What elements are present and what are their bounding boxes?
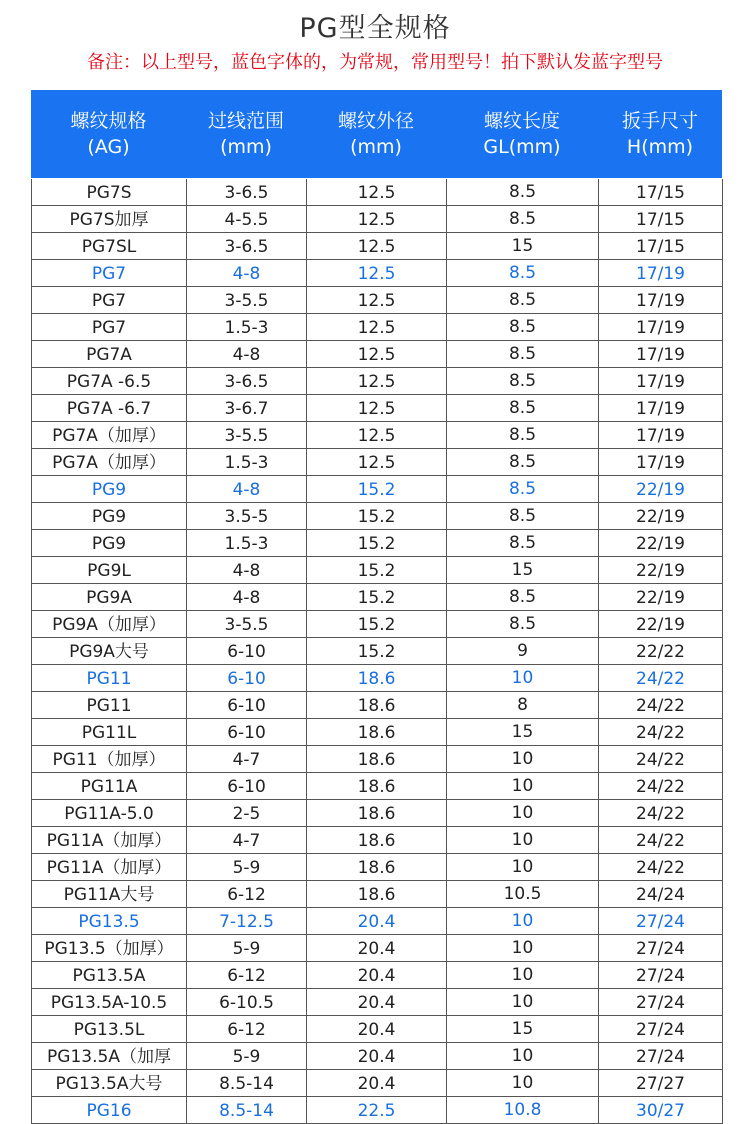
cell-range: 4-7 xyxy=(187,746,307,772)
table-row xyxy=(32,233,723,260)
cell-spec: PG13.5A大号 xyxy=(32,1070,187,1096)
cell-spec: PG9A大号 xyxy=(32,638,187,664)
cell-length: 15 xyxy=(447,557,599,583)
cell-range: 3-6.5 xyxy=(187,233,307,259)
cell-length: 8.5 xyxy=(447,260,599,286)
cell-outer: 18.6 xyxy=(307,827,447,853)
cell-spec: PG7 xyxy=(32,314,187,340)
cell-length: 8.5 xyxy=(447,287,599,313)
cell-wrench: 27/24 xyxy=(599,1043,723,1069)
cell-spec: PG11 xyxy=(32,692,187,718)
cell-length: 10.5 xyxy=(447,881,599,907)
cell-outer: 12.5 xyxy=(307,449,447,475)
cell-length: 10 xyxy=(447,854,599,880)
cell-outer: 15.2 xyxy=(307,530,447,556)
cell-range: 1.5-3 xyxy=(187,314,307,340)
table-row xyxy=(32,962,723,989)
cell-range: 4-7 xyxy=(187,827,307,853)
cell-spec: PG9 xyxy=(32,476,187,502)
header-wrench-label: 扳手尺寸 xyxy=(621,110,698,132)
table-row xyxy=(32,449,723,476)
cell-spec: PG11A-5.0 xyxy=(32,800,187,826)
table-row xyxy=(32,395,723,422)
table-row xyxy=(32,881,723,908)
table-row xyxy=(32,719,723,746)
table-row xyxy=(32,179,723,206)
cell-range: 3.5-5 xyxy=(187,503,307,529)
cell-length: 8.5 xyxy=(447,503,599,529)
cell-outer: 22.5 xyxy=(307,1097,447,1123)
cell-range: 3-6.7 xyxy=(187,395,307,421)
cell-range: 5-9 xyxy=(187,854,307,880)
cell-length: 15 xyxy=(447,1016,599,1042)
cell-length: 8.5 xyxy=(447,395,599,421)
cell-outer: 12.5 xyxy=(307,314,447,340)
cell-range: 4-8 xyxy=(187,476,307,502)
cell-wrench: 27/24 xyxy=(599,935,723,961)
page-title: PG型全规格 xyxy=(299,13,451,44)
cell-outer: 20.4 xyxy=(307,935,447,961)
cell-range: 3-6.5 xyxy=(187,179,307,205)
cell-wrench: 17/19 xyxy=(599,287,723,313)
cell-spec: PG11A大号 xyxy=(32,881,187,907)
table-row xyxy=(32,557,723,584)
cell-range: 4-8 xyxy=(187,260,307,286)
cell-outer: 20.4 xyxy=(307,1016,447,1042)
cell-spec: PG13.5A xyxy=(32,962,187,988)
cell-spec: PG7A -6.5 xyxy=(32,368,187,394)
cell-length: 10 xyxy=(447,827,599,853)
cell-spec: PG7S加厚 xyxy=(32,206,187,232)
cell-outer: 18.6 xyxy=(307,773,447,799)
cell-spec: PG9A（加厚） xyxy=(32,611,187,637)
cell-length: 9 xyxy=(447,638,599,664)
header-spec-unit: (AG) xyxy=(87,136,130,158)
cell-wrench: 22/19 xyxy=(599,584,723,610)
cell-wrench: 27/27 xyxy=(599,1070,723,1096)
cell-wrench: 17/19 xyxy=(599,314,723,340)
cell-wrench: 22/22 xyxy=(599,638,723,664)
cell-range: 8.5-14 xyxy=(187,1097,307,1123)
cell-length: 8.5 xyxy=(447,611,599,637)
cell-wrench: 17/15 xyxy=(599,233,723,259)
cell-spec: PG7A（加厚） xyxy=(32,422,187,448)
cell-spec: PG9L xyxy=(32,557,187,583)
cell-length: 10 xyxy=(447,935,599,961)
cell-length: 8 xyxy=(447,692,599,718)
cell-spec: PG7A xyxy=(32,341,187,367)
header-range xyxy=(186,90,306,178)
header-wrench xyxy=(598,90,722,178)
cell-outer: 12.5 xyxy=(307,395,447,421)
cell-spec: PG7S xyxy=(32,179,187,205)
cell-length: 8.5 xyxy=(447,584,599,610)
cell-wrench: 27/24 xyxy=(599,989,723,1015)
table-row xyxy=(32,503,723,530)
cell-wrench: 24/22 xyxy=(599,692,723,718)
cell-length: 10 xyxy=(447,746,599,772)
cell-length: 15 xyxy=(447,719,599,745)
cell-length: 8.5 xyxy=(447,179,599,205)
table-row xyxy=(32,665,723,692)
cell-outer: 15.2 xyxy=(307,476,447,502)
header-wrench-unit: H(mm) xyxy=(626,136,694,158)
cell-outer: 12.5 xyxy=(307,287,447,313)
cell-outer: 12.5 xyxy=(307,206,447,232)
cell-wrench: 17/19 xyxy=(599,368,723,394)
cell-length: 8.5 xyxy=(447,449,599,475)
table-row xyxy=(32,1043,723,1070)
cell-spec: PG11L xyxy=(32,719,187,745)
cell-outer: 15.2 xyxy=(307,584,447,610)
cell-spec: PG9 xyxy=(32,503,187,529)
cell-outer: 15.2 xyxy=(307,557,447,583)
cell-spec: PG7A -6.7 xyxy=(32,395,187,421)
table-row xyxy=(32,260,723,287)
cell-range: 8.5-14 xyxy=(187,1070,307,1096)
cell-range: 4-8 xyxy=(187,557,307,583)
table-header xyxy=(31,90,722,178)
cell-range: 3-5.5 xyxy=(187,422,307,448)
cell-outer: 15.2 xyxy=(307,503,447,529)
cell-wrench: 24/22 xyxy=(599,854,723,880)
cell-wrench: 22/19 xyxy=(599,611,723,637)
cell-length: 10 xyxy=(447,773,599,799)
cell-outer: 18.6 xyxy=(307,746,447,772)
cell-range: 6-10 xyxy=(187,773,307,799)
cell-outer: 18.6 xyxy=(307,665,447,691)
cell-length: 8.5 xyxy=(447,368,599,394)
cell-wrench: 24/22 xyxy=(599,665,723,691)
table-row xyxy=(32,1097,723,1124)
cell-spec: PG7A（加厚） xyxy=(32,449,187,475)
header-spec xyxy=(31,90,186,178)
cell-spec: PG9A xyxy=(32,584,187,610)
table-row xyxy=(32,611,723,638)
header-length-unit: GL(mm) xyxy=(483,136,561,158)
cell-wrench: 22/19 xyxy=(599,557,723,583)
cell-spec: PG11A（加厚） xyxy=(32,827,187,853)
table-row xyxy=(32,584,723,611)
cell-length: 10.8 xyxy=(447,1097,599,1123)
cell-spec: PG9 xyxy=(32,530,187,556)
cell-wrench: 24/22 xyxy=(599,746,723,772)
cell-outer: 15.2 xyxy=(307,611,447,637)
cell-range: 1.5-3 xyxy=(187,530,307,556)
header-outer-label: 螺纹外径 xyxy=(337,110,414,132)
cell-wrench: 22/19 xyxy=(599,476,723,502)
cell-outer: 20.4 xyxy=(307,1070,447,1096)
cell-range: 6-12 xyxy=(187,1016,307,1042)
header-range-label: 过线范围 xyxy=(207,110,284,132)
cell-spec: PG13.5A（加厚 xyxy=(32,1043,187,1069)
cell-spec: PG13.5（加厚） xyxy=(32,935,187,961)
table-row xyxy=(32,287,723,314)
cell-range: 6-10 xyxy=(187,719,307,745)
cell-spec: PG7 xyxy=(32,287,187,313)
cell-outer: 18.6 xyxy=(307,719,447,745)
note-text: 备注：以上型号，蓝色字体的，为常规，常用型号！拍下默认发蓝字型号 xyxy=(87,52,663,73)
cell-wrench: 17/19 xyxy=(599,422,723,448)
table-row xyxy=(32,800,723,827)
cell-range: 4-8 xyxy=(187,341,307,367)
table-row xyxy=(32,854,723,881)
cell-outer: 12.5 xyxy=(307,368,447,394)
cell-range: 6-10 xyxy=(187,692,307,718)
cell-range: 3-6.5 xyxy=(187,368,307,394)
cell-wrench: 24/22 xyxy=(599,800,723,826)
cell-length: 8.5 xyxy=(447,530,599,556)
cell-spec: PG13.5L xyxy=(32,1016,187,1042)
cell-wrench: 17/19 xyxy=(599,260,723,286)
table-row xyxy=(32,908,723,935)
cell-range: 5-9 xyxy=(187,935,307,961)
cell-range: 6-12 xyxy=(187,881,307,907)
cell-wrench: 22/19 xyxy=(599,503,723,529)
table-row xyxy=(32,827,723,854)
cell-outer: 15.2 xyxy=(307,638,447,664)
cell-range: 6-10.5 xyxy=(187,989,307,1015)
table-row xyxy=(32,422,723,449)
cell-length: 10 xyxy=(447,1043,599,1069)
cell-outer: 12.5 xyxy=(307,179,447,205)
table-row xyxy=(32,773,723,800)
cell-spec: PG11A（加厚） xyxy=(32,854,187,880)
header-outer-unit: (mm) xyxy=(350,136,402,158)
cell-range: 2-5 xyxy=(187,800,307,826)
table-body xyxy=(31,179,723,1124)
cell-length: 10 xyxy=(447,962,599,988)
header-range-unit: (mm) xyxy=(220,136,272,158)
header-length-label: 螺纹长度 xyxy=(483,110,560,132)
header-spec-label: 螺纹规格 xyxy=(70,110,147,132)
cell-spec: PG13.5A-10.5 xyxy=(32,989,187,1015)
cell-wrench: 17/19 xyxy=(599,341,723,367)
table-row xyxy=(32,476,723,503)
table-row xyxy=(32,935,723,962)
cell-length: 8.5 xyxy=(447,206,599,232)
cell-outer: 20.4 xyxy=(307,908,447,934)
header-length xyxy=(446,90,598,178)
cell-wrench: 27/24 xyxy=(599,908,723,934)
table-row xyxy=(32,530,723,557)
table-row xyxy=(32,638,723,665)
cell-length: 10 xyxy=(447,1070,599,1096)
table-row xyxy=(32,1016,723,1043)
cell-wrench: 24/22 xyxy=(599,827,723,853)
cell-range: 1.5-3 xyxy=(187,449,307,475)
cell-wrench: 22/19 xyxy=(599,530,723,556)
cell-wrench: 27/24 xyxy=(599,962,723,988)
cell-wrench: 30/27 xyxy=(599,1097,723,1123)
cell-wrench: 17/19 xyxy=(599,395,723,421)
cell-outer: 18.6 xyxy=(307,692,447,718)
table-row xyxy=(32,1070,723,1097)
cell-outer: 12.5 xyxy=(307,422,447,448)
cell-range: 4-5.5 xyxy=(187,206,307,232)
cell-length: 10 xyxy=(447,989,599,1015)
cell-wrench: 24/22 xyxy=(599,719,723,745)
table-row xyxy=(32,692,723,719)
cell-range: 6-10 xyxy=(187,638,307,664)
cell-outer: 18.6 xyxy=(307,854,447,880)
cell-spec: PG7 xyxy=(32,260,187,286)
table-row xyxy=(32,368,723,395)
cell-outer: 18.6 xyxy=(307,800,447,826)
cell-outer: 12.5 xyxy=(307,341,447,367)
cell-length: 8.5 xyxy=(447,314,599,340)
cell-length: 10 xyxy=(447,800,599,826)
cell-length: 15 xyxy=(447,233,599,259)
table-row xyxy=(32,314,723,341)
table-row xyxy=(32,989,723,1016)
cell-spec: PG13.5 xyxy=(32,908,187,934)
cell-outer: 20.4 xyxy=(307,989,447,1015)
table-row xyxy=(32,341,723,368)
cell-length: 10 xyxy=(447,908,599,934)
cell-length: 8.5 xyxy=(447,422,599,448)
table-row xyxy=(32,206,723,233)
table-row xyxy=(32,746,723,773)
cell-outer: 12.5 xyxy=(307,260,447,286)
cell-wrench: 27/24 xyxy=(599,1016,723,1042)
cell-length: 8.5 xyxy=(447,476,599,502)
cell-outer: 20.4 xyxy=(307,962,447,988)
cell-spec: PG7SL xyxy=(32,233,187,259)
cell-spec: PG11A xyxy=(32,773,187,799)
cell-range: 4-8 xyxy=(187,584,307,610)
cell-range: 6-10 xyxy=(187,665,307,691)
cell-range: 3-5.5 xyxy=(187,287,307,313)
cell-spec: PG16 xyxy=(32,1097,187,1123)
cell-wrench: 24/22 xyxy=(599,773,723,799)
cell-range: 7-12.5 xyxy=(187,908,307,934)
cell-wrench: 24/24 xyxy=(599,881,723,907)
cell-range: 3-5.5 xyxy=(187,611,307,637)
header-outer xyxy=(306,90,446,178)
cell-length: 10 xyxy=(447,665,599,691)
cell-outer: 18.6 xyxy=(307,881,447,907)
cell-length: 8.5 xyxy=(447,341,599,367)
cell-outer: 12.5 xyxy=(307,233,447,259)
cell-wrench: 17/15 xyxy=(599,206,723,232)
cell-range: 6-12 xyxy=(187,962,307,988)
cell-spec: PG11（加厚） xyxy=(32,746,187,772)
cell-outer: 20.4 xyxy=(307,1043,447,1069)
cell-range: 5-9 xyxy=(187,1043,307,1069)
cell-wrench: 17/15 xyxy=(599,179,723,205)
cell-wrench: 17/19 xyxy=(599,449,723,475)
cell-spec: PG11 xyxy=(32,665,187,691)
